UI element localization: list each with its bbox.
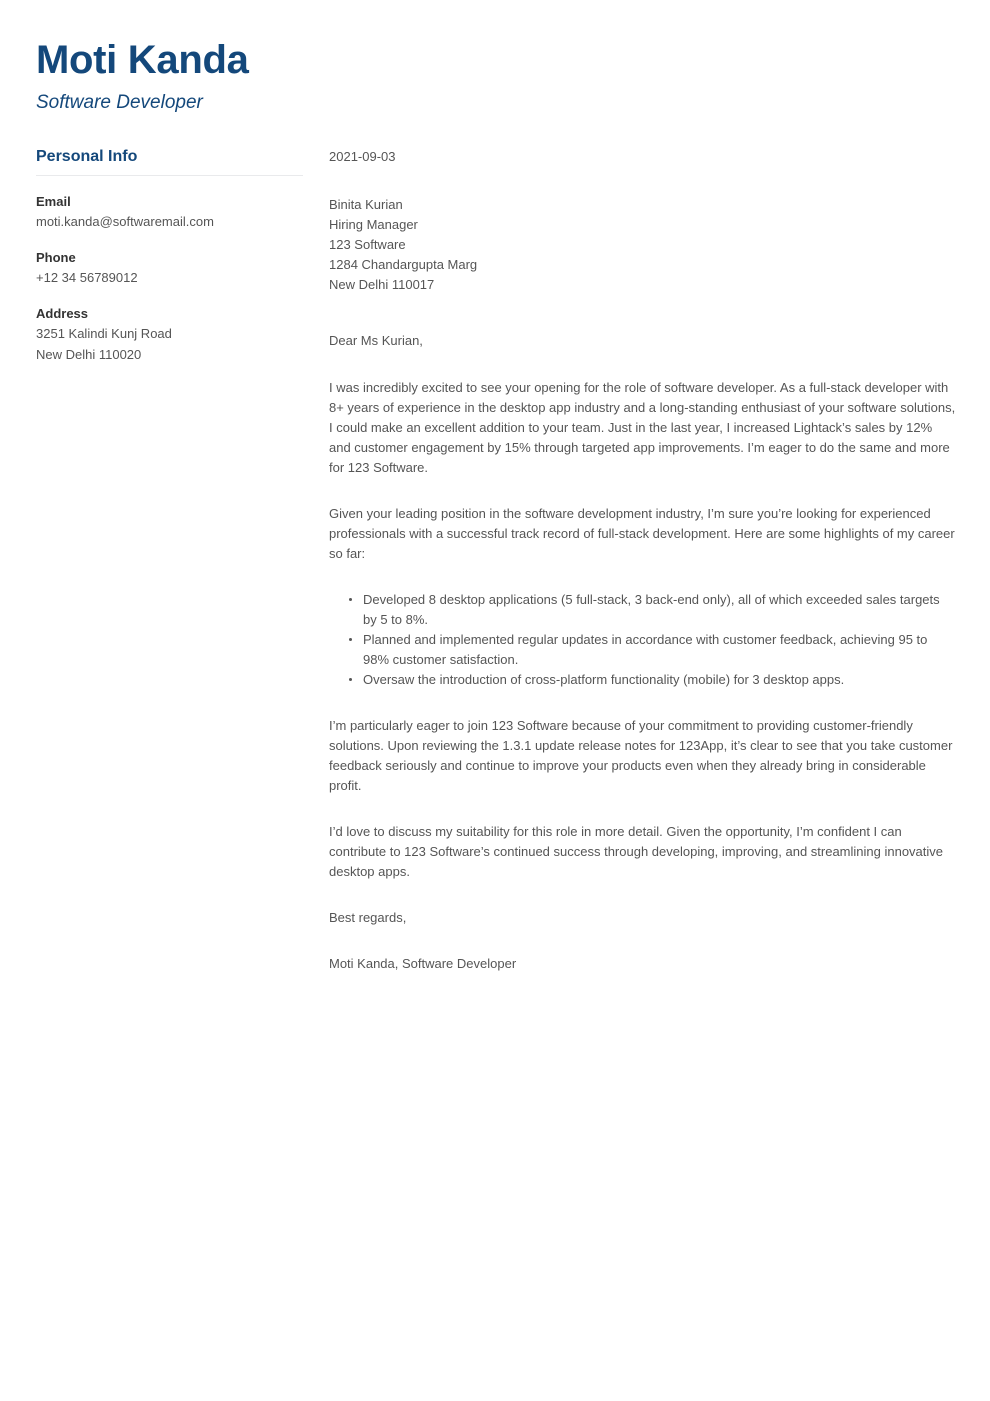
- candidate-job-title: Software Developer: [36, 91, 203, 113]
- info-label-phone: Phone: [36, 250, 76, 266]
- letter-paragraph-4: I’d love to discuss my suitability for this role in more detail. Given the opportunity, I’m confident I can contribute to 123 Software’s continued success through developing, improving, and streamlining innovative desktop apps.: [329, 824, 944, 880]
- letter-paragraph-2: Given your leading position in the software development industry, I’m sure you’re looking for experienced professionals with a successful track record of full-stack development. Here are some highlights of my career so far:: [329, 506, 955, 562]
- sidebar-section-heading: Personal Info: [36, 147, 138, 165]
- letter-header: [0, 0, 990, 115]
- recipient-address-block: [329, 195, 956, 295]
- letter-salutation: Dear Ms Kurian,: [329, 333, 423, 349]
- recipient-company: 123 Software: [329, 237, 406, 253]
- letter-closing: Best regards,: [329, 910, 407, 926]
- recipient-name: Binita Kurian: [329, 197, 403, 213]
- letter-paragraph-1: I was incredibly excited to see your opening for the role of software developer. As a full-stack developer with 8+ years of experience in the desktop app industry and a long-standing enthusiast of your software solutions, I could make an excellent addition to your team. Just in the last year, I increased Lightack’s sales by 12% and customer engagement by 15% through targeted app improvements. I’m eager to do the same and more for 123 Software.: [329, 380, 956, 476]
- letter-paragraph-3: I’m particularly eager to join 123 Software because of your commitment to providing customer-friendly solutions. Upon reviewing the 1.3.1 update release notes for 123App, it’s clear to see that you take customer feedback seriously and continue to improve your products even when they already bring in considerable profit.: [329, 718, 953, 794]
- info-value-phone: +12 34 56789012: [36, 270, 138, 286]
- recipient-job-title: Hiring Manager: [329, 217, 418, 233]
- letter-signature: Moti Kanda, Software Developer: [329, 956, 517, 972]
- list-item: Developed 8 desktop applications (5 full-stack, 3 back-end only), all of which exceeded sales targets by 5 to 8%.: [347, 590, 956, 630]
- info-label-address: Address: [36, 306, 89, 322]
- list-item: Oversaw the introduction of cross-platform functionality (mobile) for 3 desktop apps.: [347, 670, 956, 690]
- info-value-address-line2: New Delhi 110020: [36, 346, 142, 362]
- info-value-email: moti.kanda@softwaremail.com: [36, 213, 214, 229]
- recipient-city-postcode: New Delhi 110017: [329, 277, 435, 293]
- career-highlights-list: [329, 590, 956, 690]
- info-value-address-line1: 3251 Kalindi Kunj Road: [36, 326, 172, 342]
- info-item-email: [36, 192, 303, 232]
- info-item-phone: [36, 248, 303, 288]
- recipient-street: 1284 Chandargupta Marg: [329, 257, 478, 273]
- letter-date: 2021-09-03: [329, 148, 396, 164]
- sidebar-personal-info: [0, 147, 303, 381]
- content-columns: [0, 147, 990, 975]
- sidebar-divider: [36, 175, 303, 176]
- list-item: Planned and implemented regular updates in accordance with customer feedback, achieving 95 to 98% customer satisfaction.: [347, 630, 956, 670]
- info-label-email: Email: [36, 193, 71, 209]
- info-item-address: [36, 304, 303, 364]
- candidate-name: Moti Kanda: [36, 38, 249, 82]
- letter-body: [303, 147, 990, 975]
